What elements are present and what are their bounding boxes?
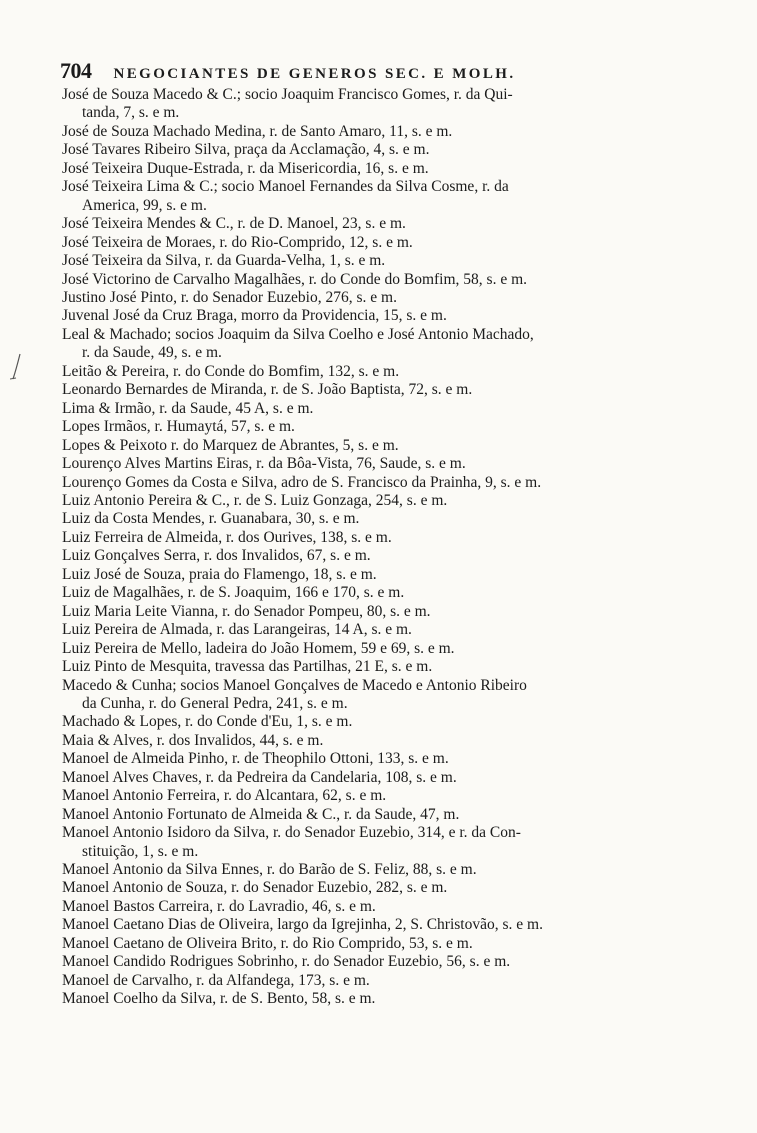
entry-text: Manoel Coelho da Silva, r. de S. Bento, 58, s. e m. [62, 990, 376, 1008]
merchant-entry [62, 658, 700, 676]
entry-text: Luiz Pereira de Mello, ladeira do João Homem, 59 e 69, s. e m. [62, 639, 455, 657]
merchant-entry [62, 953, 700, 971]
merchant-entry [62, 363, 700, 381]
entry-text: Machado & Lopes, r. do Conde d'Eu, 1, s. e m. [62, 713, 353, 731]
entry-text: José de Souza Machado Medina, r. de Santo Amaro, 11, s. e m. [62, 122, 453, 140]
merchant-entry [62, 437, 700, 455]
entry-text: Maia & Alves, r. dos Invalidos, 44, s. e m. [62, 731, 324, 749]
entry-text: José Tavares Ribeiro Silva, praça da Acclamação, 4, s. e m. [62, 141, 430, 159]
merchant-entry [62, 326, 700, 363]
merchant-entry-list [62, 86, 700, 1009]
entry-text: Manoel Caetano de Oliveira Brito, r. do Rio Comprido, 53, s. e m. [62, 934, 473, 952]
page-number: 704 [60, 58, 92, 83]
merchant-entry [62, 418, 700, 436]
merchant-entry [62, 510, 700, 528]
merchant-entry [62, 990, 700, 1008]
entry-text: Manoel Antonio de Souza, r. do Senador Euzebio, 282, s. e m. [62, 879, 448, 897]
merchant-entry [62, 603, 700, 621]
entry-text: Manoel Candido Rodrigues Sobrinho, r. do Senador Euzebio, 56, s. e m. [62, 953, 511, 971]
entry-text: Manoel de Almeida Pinho, r. de Theophilo Ottoni, 133, s. e m. [62, 750, 449, 768]
entry-text: Manoel Caetano Dias de Oliveira, largo da Igrejinha, 2, S. Christovão, s. e m. [62, 916, 543, 934]
merchant-entry [62, 640, 700, 658]
merchant-entry [62, 141, 700, 159]
entry-text: Luiz de Magalhães, r. de S. Joaquim, 166 e 170, s. e m. [62, 584, 405, 602]
merchant-entry [62, 289, 700, 307]
merchant-entry [62, 252, 700, 270]
merchant-entry [62, 750, 700, 768]
merchant-entry [62, 178, 700, 215]
entry-text: Macedo & Cunha; socios Manoel Gonçalves de Macedo e Antonio Ribeiro [62, 676, 527, 694]
merchant-entry [62, 160, 700, 178]
merchant-entry [62, 621, 700, 639]
entry-text: Manoel de Carvalho, r. da Alfandega, 173, s. e m. [62, 971, 370, 989]
merchant-entry [62, 879, 700, 897]
entry-text: Leitão & Pereira, r. do Conde do Bomfim, 132, s. e m. [62, 362, 400, 380]
merchant-entry [62, 215, 700, 233]
merchant-entry [62, 234, 700, 252]
entry-text: Leonardo Bernardes de Miranda, r. de S. João Baptista, 72, s. e m. [62, 381, 473, 399]
entry-text: Luiz José de Souza, praia do Flamengo, 18, s. e m. [62, 565, 377, 583]
merchant-entry [62, 769, 700, 787]
entry-text: José Teixeira da Silva, r. da Guarda-Velha, 1, s. e m. [62, 252, 386, 270]
handwritten-margin-mark-icon [10, 352, 24, 382]
merchant-entry [62, 677, 700, 714]
entry-text: Lourenço Gomes da Costa e Silva, adro de S. Francisco da Prainha, 9, s. e m. [62, 473, 542, 491]
running-title: NEGOCIANTES DE GENEROS SEC. E MOLH. [113, 66, 516, 82]
entry-text: José Teixeira Lima & C.; socio Manoel Fernandes da Silva Cosme, r. da [62, 178, 509, 196]
merchant-entry [62, 787, 700, 805]
entry-text: Luiz Antonio Pereira & C., r. de S. Luiz Gonzaga, 254, s. e m. [62, 491, 448, 509]
entry-text: José Teixeira de Moraes, r. do Rio-Comprido, 12, s. e m. [62, 233, 413, 251]
entry-text: Manoel Antonio Isidoro da Silva, r. do Senador Euzebio, 314, e r. da Con- [62, 824, 521, 842]
merchant-entry [62, 935, 700, 953]
merchant-entry [62, 916, 700, 934]
entry-continuation: da Cunha, r. do General Pedra, 241, s. e m. [82, 694, 348, 712]
merchant-entry [62, 400, 700, 418]
entry-text: Justino José Pinto, r. do Senador Euzebio, 276, s. e m. [62, 288, 397, 306]
entry-text: Lopes Irmãos, r. Humaytá, 57, s. e m. [62, 418, 295, 436]
entry-text: Luiz Gonçalves Serra, r. dos Invalidos, 67, s. e m. [62, 547, 371, 565]
entry-continuation: stituição, 1, s. e m. [82, 842, 199, 860]
entry-text: Luiz Ferreira de Almeida, r. dos Ourives, 138, s. e m. [62, 528, 392, 546]
entry-text: Lourenço Alves Martins Eiras, r. da Bôa-Vista, 76, Saude, s. e m. [62, 455, 466, 473]
merchant-entry [62, 732, 700, 750]
entry-continuation: tanda, 7, s. e m. [82, 104, 180, 122]
merchant-entry [62, 547, 700, 565]
merchant-entry [62, 86, 700, 123]
merchant-entry [62, 307, 700, 325]
entry-text: Luiz Maria Leite Vianna, r. do Senador Pompeu, 80, s. e m. [62, 602, 431, 620]
merchant-entry [62, 824, 700, 861]
entry-text: Luiz Pereira de Almada, r. das Larangeiras, 14 A, s. e m. [62, 621, 412, 639]
merchant-entry [62, 972, 700, 990]
page-header [60, 58, 720, 84]
entry-text: Leal & Machado; socios Joaquim da Silva Coelho e José Antonio Machado, [62, 325, 534, 343]
entry-continuation: r. da Saude, 49, s. e m. [82, 344, 222, 362]
merchant-entry [62, 381, 700, 399]
merchant-entry [62, 529, 700, 547]
merchant-entry [62, 474, 700, 492]
entry-text: Juvenal José da Cruz Braga, morro da Providencia, 15, s. e m. [62, 307, 447, 325]
merchant-entry [62, 861, 700, 879]
entry-text: José Teixeira Duque-Estrada, r. da Misericordia, 16, s. e m. [62, 159, 429, 177]
entry-text: José Victorino de Carvalho Magalhães, r. do Conde do Bomfim, 58, s. e m. [62, 270, 528, 288]
entry-text: Lopes & Peixoto r. do Marquez de Abrantes, 5, s. e m. [62, 436, 399, 454]
entry-text: Luiz Pinto de Mesquita, travessa das Partilhas, 21 E, s. e m. [62, 658, 433, 676]
entry-continuation: America, 99, s. e m. [82, 196, 207, 214]
merchant-entry [62, 123, 700, 141]
merchant-entry [62, 566, 700, 584]
merchant-entry [62, 806, 700, 824]
entry-text: Luiz da Costa Mendes, r. Guanabara, 30, s. e m. [62, 510, 360, 528]
entry-text: Lima & Irmão, r. da Saude, 45 A, s. e m. [62, 399, 314, 417]
merchant-entry [62, 713, 700, 731]
entry-text: José Teixeira Mendes & C., r. de D. Manoel, 23, s. e m. [62, 215, 406, 233]
merchant-entry [62, 492, 700, 510]
entry-text: Manoel Antonio Ferreira, r. do Alcantara, 62, s. e m. [62, 787, 387, 805]
merchant-entry [62, 584, 700, 602]
entry-text: Manoel Antonio da Silva Ennes, r. do Barão de S. Feliz, 88, s. e m. [62, 861, 477, 879]
entry-text: José de Souza Macedo & C.; socio Joaquim Francisco Gomes, r. da Qui- [62, 86, 513, 103]
entry-text: Manoel Antonio Fortunato de Almeida & C., r. da Saude, 47, m. [62, 805, 460, 823]
entry-text: Manoel Bastos Carreira, r. do Lavradio, 46, s. e m. [62, 897, 376, 915]
merchant-entry [62, 898, 700, 916]
merchant-entry [62, 455, 700, 473]
entry-text: Manoel Alves Chaves, r. da Pedreira da Candelaria, 108, s. e m. [62, 768, 457, 786]
merchant-entry [62, 271, 700, 289]
